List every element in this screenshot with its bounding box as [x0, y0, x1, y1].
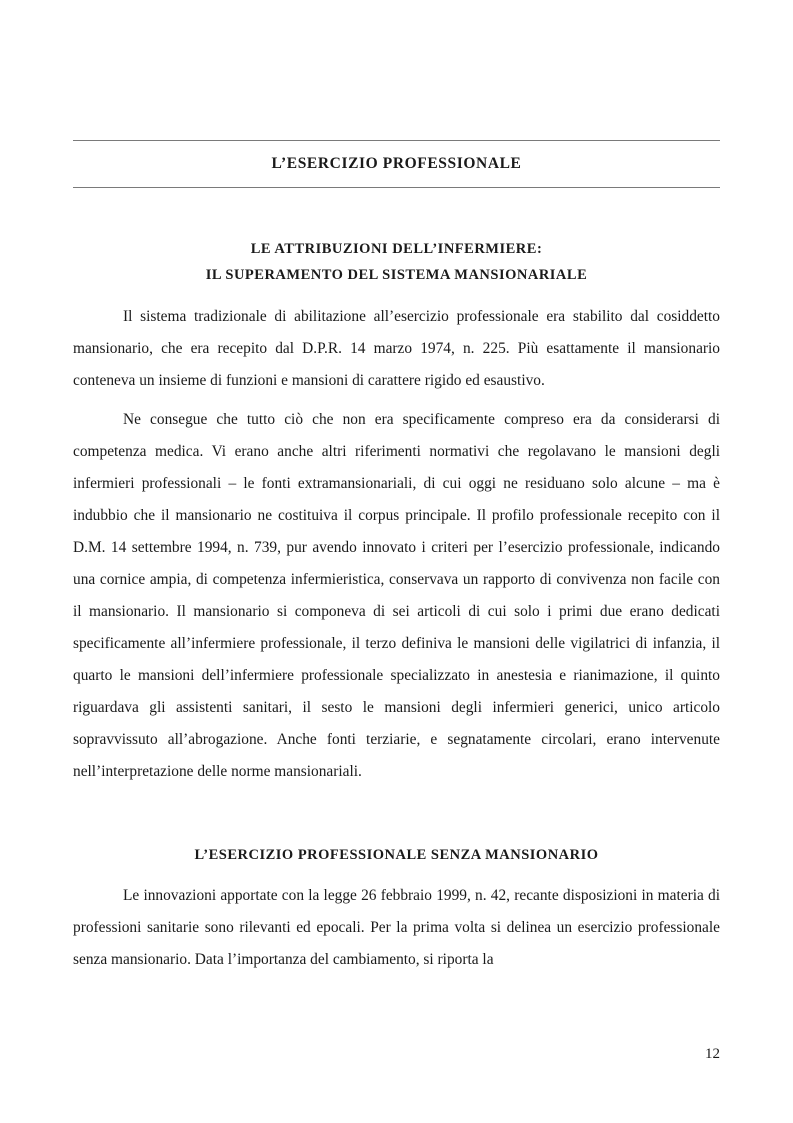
chapter-title: L’ESERCIZIO PROFESSIONALE — [271, 155, 522, 172]
paragraph: Ne consegue che tutto ciò che non era specificamente compreso era da considerarsi di competenza medica. Vi erano anche altri riferimenti normativi che regolavano le mansioni degli infermieri professionali – le fonti extramansionariali, di cui oggi ne residuano solo alcune – ma è indubbio che il mansionario ne costituiva il corpus principale. Il profilo professionale recepito con il D.M. 14 settembre 1994, n. 739, pur avendo innovato i criteri per l’esercizio professionale, indicando una cornice ampia, di competenza infermieristica, conservava un rapporto di convivenza non facile con il mansionario. Il mansionario si componeva di sei articoli di cui solo i primi due erano dedicati specificamente all’infermiere professionale, il terzo definiva le mansioni delle vigilatrici di infanzia, il quarto le mansioni dell’infermiere professionale specializzato in anestesia e rianimazione, il quinto riguardava gli assistenti sanitari, il sesto le mansioni degli infermieri generici, unico articolo sopravvissuto all’abrogazione. Anche fonti terziarie, e segnatamente circolari, erano intervenute nell’interpretazione delle norme mansionariali. — [73, 411, 720, 780]
section-heading-line: LE ATTRIBUZIONI DELL’INFERMIERE: — [250, 241, 543, 257]
paragraph: Il sistema tradizionale di abilitazione all’esercizio professionale era stabilito dal cosiddetto mansionario, che era recepito dal D.P.R. 14 marzo 1974, n. 225. Più esattamente il mansionario conteneva un insieme di funzioni e mansioni di carattere rigido ed esaustivo. — [73, 308, 720, 389]
section-heading-senza-mansionario — [73, 842, 720, 868]
paragraph: Le innovazioni apportate con la legge 26 febbraio 1999, n. 42, recante disposizioni in materia di professioni sanitarie sono rilevanti ed epocali. Per la prima volta si delinea un esercizio professionale senza mansionario. Data l’importanza del cambiamento, si riporta la — [73, 887, 720, 968]
section-heading-line: IL SUPERAMENTO DEL SISTEMA MANSIONARIALE — [205, 267, 588, 283]
section-heading-attribuzioni — [73, 236, 720, 288]
chapter-header — [73, 140, 720, 188]
section-heading-line: L’ESERCIZIO PROFESSIONALE SENZA MANSIONARIO — [194, 847, 599, 863]
page-number: 12 — [705, 1046, 720, 1062]
